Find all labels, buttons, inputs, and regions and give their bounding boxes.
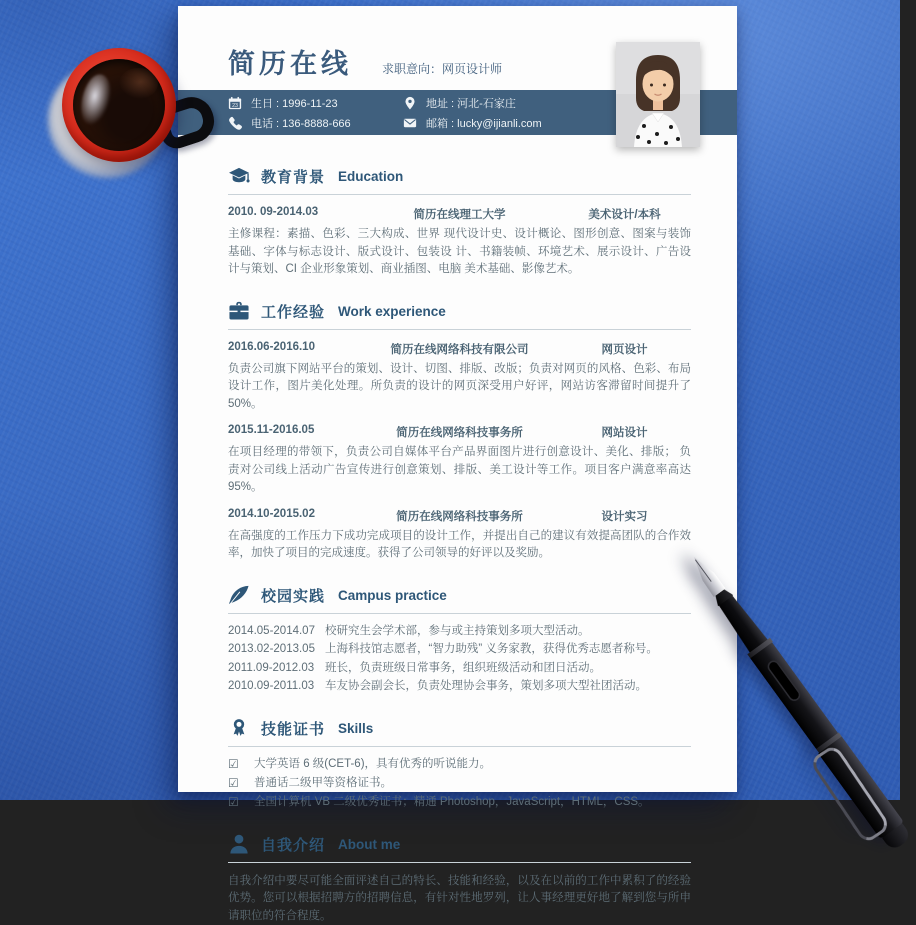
work-company: 简历在线网络科技事务所 [361, 424, 558, 440]
campus-text: 校研究生会学术部，参与或主持策划多项大型活动。 [325, 622, 590, 641]
contact-address [403, 93, 542, 113]
contact-birthday-label: 生日 : 1996-11-23 [251, 95, 338, 111]
campus-row [228, 622, 691, 641]
work-entry-head [228, 424, 691, 440]
section-campus-title-en: Campus practice [338, 588, 447, 603]
campus-row [228, 659, 691, 678]
skill-row [228, 793, 691, 812]
contact-birthday [228, 93, 403, 113]
campus-text: 上海科技馆志愿者，“智力助残” 义务家教，获得优秀志愿者称号。 [325, 640, 658, 659]
section-education-title-en: Education [338, 169, 403, 184]
person-icon [228, 834, 250, 854]
section-skills [228, 718, 691, 812]
campus-row [228, 677, 691, 696]
section-divider [228, 329, 691, 330]
checkbox-checked-icon: ☑ [228, 793, 254, 812]
pen-body [751, 642, 839, 748]
work-description: 负责公司旗下网站平台的策划、设计、切图、排版、改版；负责对网页的风格、色彩、布局设计工作，图片美化处理。所负责的设计的网页深受用户好评，网站访客滞留时间提升了 50%。 [228, 361, 691, 414]
contact-phone-label: 电话 : 136-8888-666 [251, 115, 351, 131]
work-description: 在项目经理的带领下，负责公司自媒体平台产品界面图片进行创意设计、美化、排版； 负责对公司线上活动广告宣传进行创意策划、排版、美工设计等工作。项目客户满意率高达 95%。 [228, 444, 691, 497]
education-entry-head [228, 206, 691, 222]
pen-ink-window [767, 660, 800, 701]
work-company: 简历在线网络科技事务所 [361, 508, 558, 524]
work-date: 2014.10-2015.02 [228, 508, 361, 524]
work-date: 2015.11-2016.05 [228, 424, 361, 440]
education-description: 主修课程：素描、色彩、三大构成、世界 现代设计史、设计概论、图形创意、图案与装饰基础、字体与标志设计、版式设计、包装设 计、书籍装帧、环境艺术、展示设计、广告设计与策划、CI 企业形象策划、商业插图、电脑 美术基础、影像艺术。 [228, 226, 691, 279]
campus-date: 2011.09-2012.03 [228, 659, 325, 678]
skill-row [228, 774, 691, 793]
work-role: 网页设计 [558, 341, 691, 357]
section-campus-title-zh: 校园实践 [261, 585, 325, 606]
checkbox-checked-icon: ☑ [228, 755, 254, 774]
section-divider [228, 613, 691, 614]
section-education-title-zh: 教育背景 [261, 166, 325, 187]
section-divider [228, 746, 691, 747]
svg-text:23: 23 [232, 102, 238, 108]
campus-text: 车友协会副会长，负责处理协会事务，策划多项大型社团活动。 [325, 677, 647, 696]
contact-email [403, 113, 542, 133]
section-skills-header [228, 718, 691, 739]
location-icon [403, 96, 417, 110]
contact-address-label: 地址 : 河北-石家庄 [426, 95, 516, 111]
mail-icon [403, 116, 417, 130]
work-date: 2016.06-2016.10 [228, 341, 361, 357]
phone-icon [228, 116, 242, 130]
section-about-header [228, 834, 691, 855]
contact-email-label: 邮箱 : lucky@ijianli.com [426, 115, 542, 131]
skill-text: 普通话二级甲等资格证书。 [254, 774, 392, 793]
section-skills-title-en: Skills [338, 721, 373, 736]
work-description: 在高强度的工作压力下成功完成项目的设计工作，并提出自己的建议有效提高团队的合作效率，加快了项目的完成速度。获得了公司领导的好评以及奖励。 [228, 528, 691, 563]
campus-date: 2010.09-2011.03 [228, 677, 325, 696]
work-role: 网站设计 [558, 424, 691, 440]
coffee-liquid [73, 59, 165, 151]
section-work-title-zh: 工作经验 [261, 301, 325, 322]
contact-phone [228, 113, 403, 133]
campus-text: 班长，负责班级日常事务，组织班级活动和团日活动。 [325, 659, 601, 678]
profile-photo-illustration [616, 42, 700, 147]
pen-clip [809, 743, 892, 845]
section-campus [228, 585, 691, 696]
work-entry-head [228, 341, 691, 357]
section-about [228, 834, 691, 925]
work-role: 设计实习 [558, 508, 691, 524]
calendar-icon [228, 96, 242, 110]
campus-date: 2013.02-2013.05 [228, 640, 325, 659]
skill-text: 全国计算机 VB 二级优秀证书；精通 Photoshop，JavaScript，HTML，CSS。 [254, 793, 650, 812]
section-education [228, 166, 691, 279]
quill-icon [228, 585, 250, 605]
pen-barrel [819, 736, 905, 839]
section-campus-header [228, 585, 691, 606]
section-work [228, 301, 691, 563]
graduation-cap-icon [228, 167, 250, 187]
section-divider [228, 194, 691, 195]
coffee-cup [62, 48, 176, 162]
campus-date: 2014.05-2014.07 [228, 622, 325, 641]
section-work-title-en: Work experience [338, 304, 446, 319]
site-title: 简历在线 [228, 42, 352, 81]
about-description: 自我介绍中要尽可能全面评述自己的特长、技能和经验，以及在以前的工作中累积了的经验优势。您可以根据招聘方的招聘信息，有针对性地罗列，让人事经理更好地了解到您与所申请职位的符合程度。 [228, 873, 691, 925]
medal-icon [228, 718, 250, 738]
skill-text: 大学英语 6 级(CET-6)，具有优秀的听说能力。 [254, 755, 491, 774]
campus-row [228, 640, 691, 659]
work-company: 简历在线网络科技有限公司 [361, 341, 558, 357]
section-work-header [228, 301, 691, 322]
checkbox-checked-icon: ☑ [228, 774, 254, 793]
work-entry-head [228, 508, 691, 524]
section-education-header [228, 166, 691, 187]
section-about-title-zh: 自我介绍 [261, 834, 325, 855]
skill-row [228, 755, 691, 774]
briefcase-icon [228, 301, 250, 321]
education-school: 简历在线理工大学 [361, 206, 558, 222]
education-date: 2010. 09-2014.03 [228, 206, 361, 222]
section-about-title-en: About me [338, 837, 400, 852]
section-skills-title-zh: 技能证书 [261, 718, 325, 739]
education-degree: 美术设计/本科 [558, 206, 691, 222]
job-intention: 求职意向：网页设计师 [382, 60, 502, 77]
section-divider [228, 862, 691, 863]
resume-page [178, 6, 737, 792]
profile-photo [616, 42, 700, 147]
